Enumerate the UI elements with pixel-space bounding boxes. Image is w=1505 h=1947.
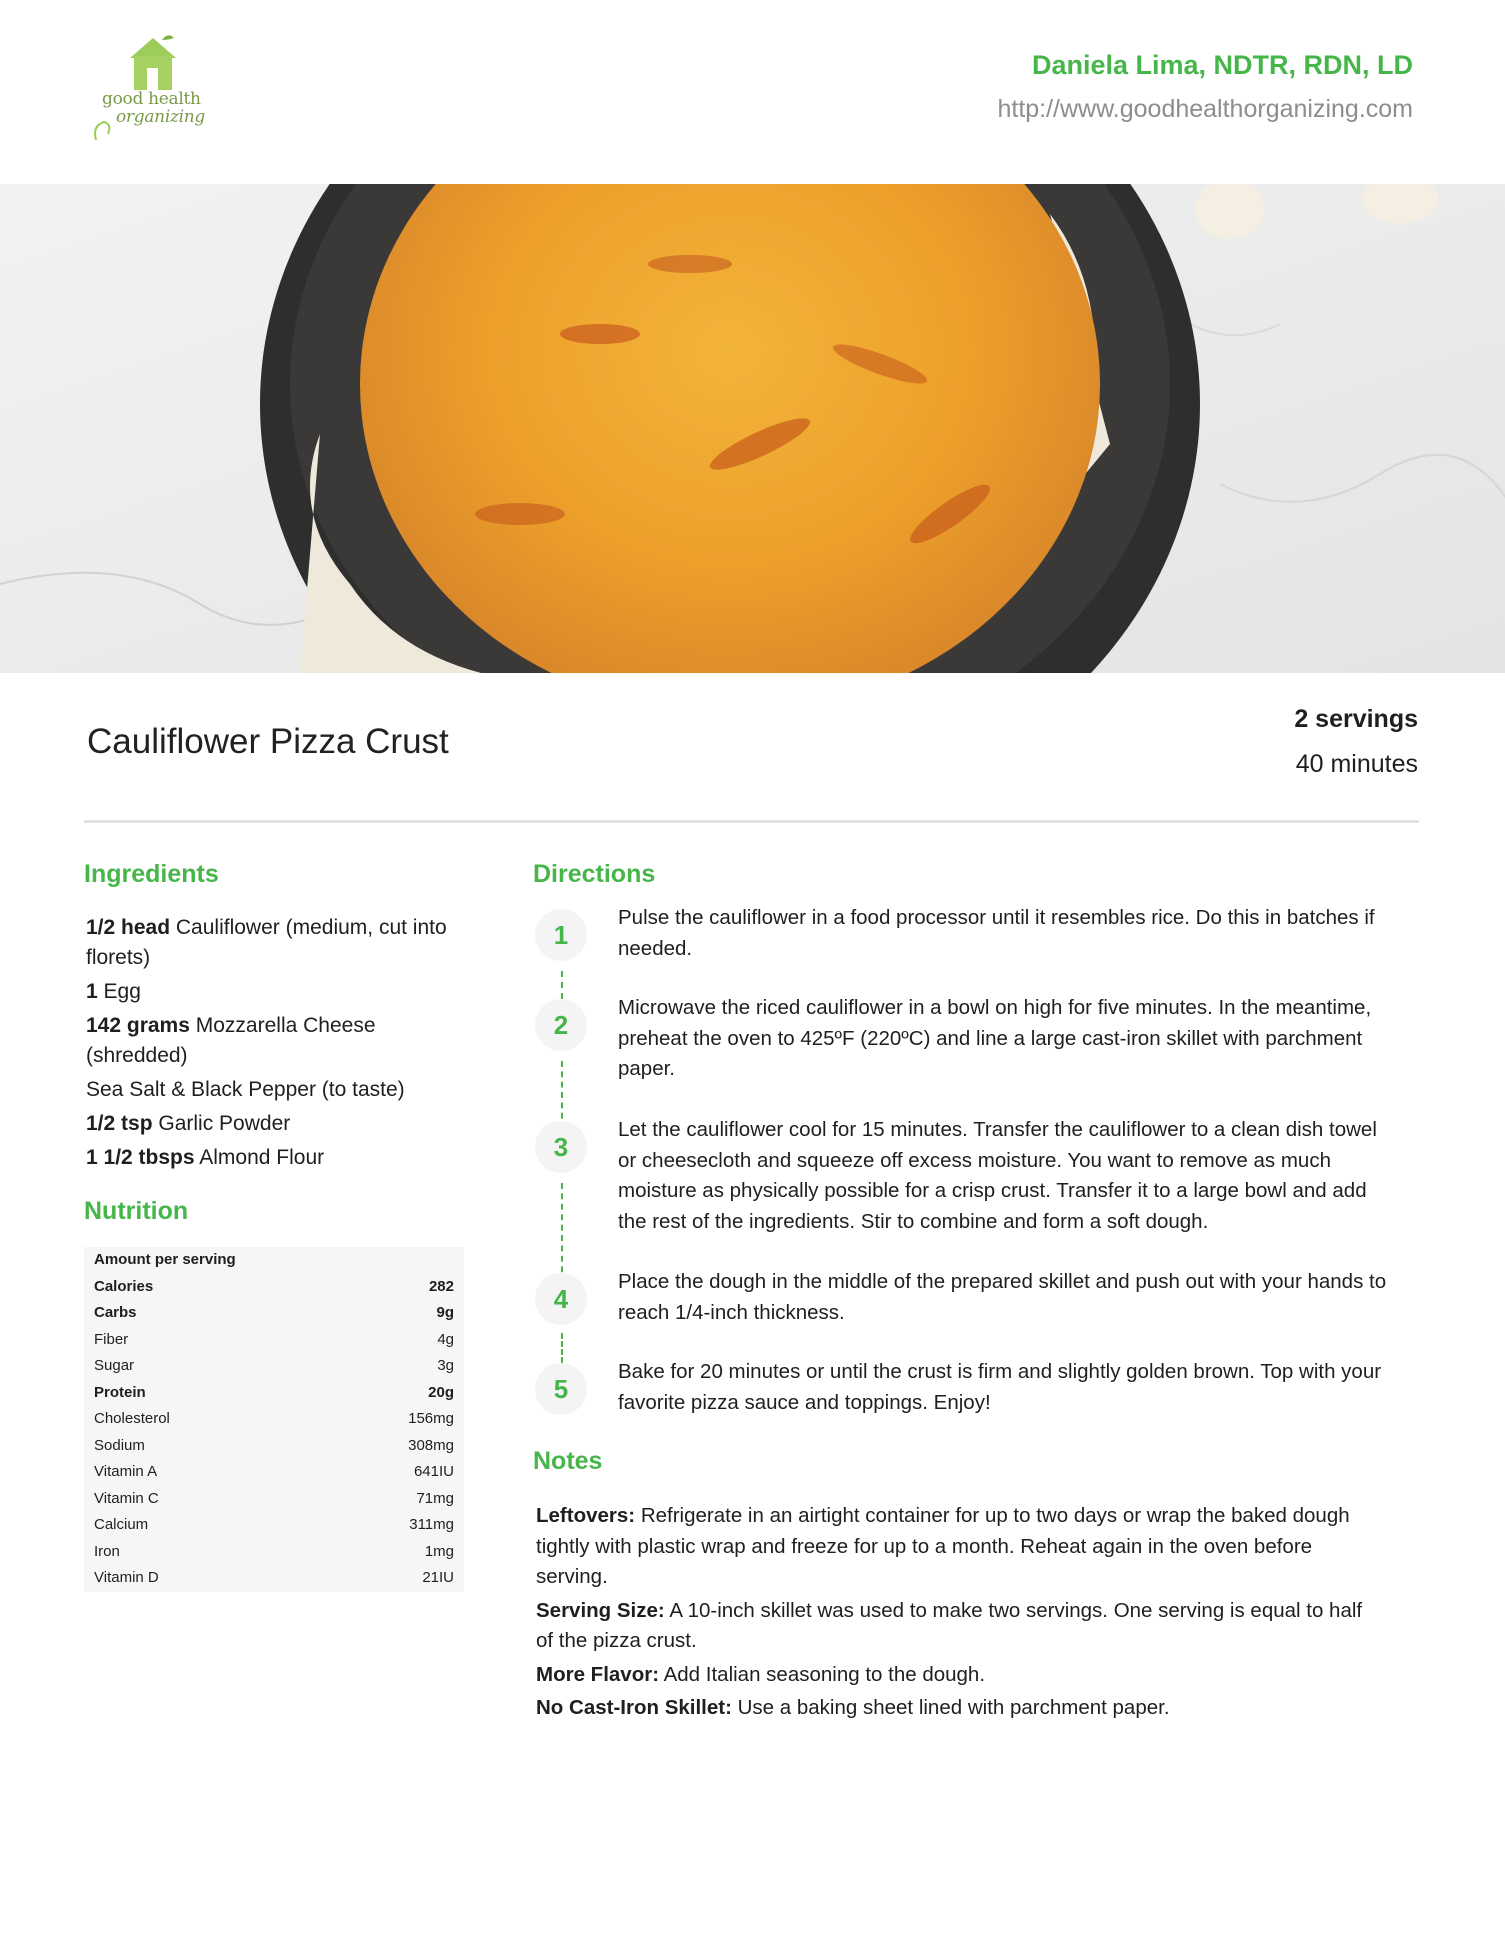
nutrition-row — [84, 1353, 464, 1380]
nutrient-value: 9g — [436, 1304, 454, 1321]
hero-image — [0, 184, 1505, 673]
ingredient-qty: 1/2 head — [86, 916, 171, 939]
nutrition-row — [84, 1327, 464, 1354]
nutrient-value: 282 — [428, 1277, 454, 1295]
nutrient-label: Iron — [94, 1542, 120, 1560]
step-connector — [561, 1333, 563, 1363]
nutrient-label: Vitamin A — [94, 1463, 158, 1480]
nutrition-table — [84, 1247, 464, 1592]
nutrient-label: Calcium — [94, 1516, 149, 1533]
ingredient-qty: 142 grams — [86, 1014, 190, 1037]
nutrient-label: Vitamin C — [94, 1489, 159, 1507]
step-number: 3 — [535, 1121, 587, 1173]
nutrition-row — [84, 1433, 464, 1460]
ingredient-text: Garlic Powder — [158, 1112, 291, 1135]
nutrition-row — [84, 1459, 464, 1486]
nutrient-value: 1mg — [424, 1542, 454, 1560]
step-number: 1 — [535, 909, 587, 961]
ingredient-item — [86, 913, 476, 973]
nutrient-value: 641IU — [413, 1463, 454, 1480]
nutrient-value: 71mg — [416, 1489, 454, 1507]
nutrient-label: Sugar — [94, 1357, 135, 1374]
notes-heading: Notes — [533, 1447, 603, 1475]
nutrition-row — [84, 1406, 464, 1433]
nutrient-value: 21IU — [422, 1569, 454, 1586]
ingredient-text: Sea Salt & Black Pepper (to taste) — [86, 1078, 405, 1101]
note-label: Leftovers: — [536, 1504, 636, 1527]
ingredient-text: Mozzarella Cheese (shredded) — [86, 1014, 376, 1067]
nutrient-value: 156mg — [408, 1410, 454, 1427]
ingredient-item — [86, 1109, 476, 1139]
directions-heading: Directions — [533, 860, 656, 888]
ingredient-item — [86, 977, 476, 1007]
note-text: Add Italian seasoning to the dough. — [663, 1662, 986, 1686]
logo-line-1: good health — [102, 89, 201, 109]
step-text: Bake for 20 minutes or until the crust is firm and slightly golden brown. Top with your favorite pizza sauce and toppings. Enjoy! — [618, 1360, 1382, 1414]
nutrition-row — [84, 1486, 464, 1513]
note-text: Refrigerate in an airtight container for up to two days or wrap the baked dough tightly with plastic wrap and freeze for up to a month. Reheat again in the oven before serving. — [536, 1504, 1350, 1588]
logo-text — [102, 90, 205, 126]
step-connector — [561, 1061, 563, 1129]
step-number: 2 — [535, 999, 587, 1051]
nutrient-value: 3g — [437, 1357, 454, 1374]
step-text: Microwave the riced cauliflower in a bowl on high for five minutes. In the meantime, preheat the oven to 425ºF (220ºC) and line a large cast-iron skillet with parchment paper. — [618, 996, 1372, 1080]
total-time: 40 minutes — [1295, 750, 1418, 778]
nutrient-value: 4g — [437, 1330, 454, 1348]
note-label: No Cast-Iron Skillet: — [536, 1696, 732, 1719]
recipe-title: Cauliflower Pizza Crust — [87, 722, 449, 761]
ingredient-qty: 1/2 tsp — [86, 1112, 153, 1135]
nutrition-row — [84, 1300, 464, 1327]
author-block — [997, 50, 1413, 124]
nutrient-label: Sodium — [94, 1436, 145, 1454]
nutrition-row — [84, 1274, 464, 1301]
ingredient-qty: 1 1/2 tbsps — [86, 1146, 195, 1169]
note-label: Serving Size: — [536, 1598, 665, 1622]
step-text: Pulse the cauliflower in a food processor until it resembles rice. Do this in batches if needed. — [618, 906, 1375, 960]
ingredient-item — [86, 1011, 476, 1071]
step-number: 4 — [535, 1273, 587, 1325]
step-text: Place the dough in the middle of the prepared skillet and push out with your hands to reach 1/4-inch thickness. — [618, 1270, 1387, 1324]
nutrient-label: Fiber — [94, 1330, 129, 1348]
pizza-crust-photo — [0, 184, 1505, 673]
step-text: Let the cauliflower cool for 15 minutes. Transfer the cauliflower to a clean dish towel or cheesecloth and squeeze off excess moisture. You want to remove as much moisture as physically possible for a crisp crust. Transfer it to a large bowl and add the rest of the ingredients. Stir to combine and form a soft dough. — [618, 1118, 1377, 1233]
note-item — [536, 1596, 1376, 1657]
nutrient-label: Carbs — [94, 1304, 137, 1321]
ingredients-heading: Ingredients — [84, 860, 219, 888]
ingredient-text: Almond Flour — [199, 1146, 325, 1169]
ingredient-item — [86, 1075, 476, 1105]
ingredient-text: Egg — [103, 980, 141, 1003]
nutrient-label: Protein — [94, 1383, 146, 1401]
notes-list — [536, 1501, 1376, 1727]
nutrient-label: Calories — [94, 1277, 154, 1295]
nutrient-label: Vitamin D — [94, 1569, 159, 1586]
nutrition-row — [84, 1565, 464, 1592]
nutrient-value: 20g — [428, 1383, 454, 1401]
note-label: More Flavor: — [536, 1662, 660, 1686]
logo-line-2: organizing — [116, 107, 205, 127]
nutrition-row — [84, 1247, 464, 1274]
nutrition-row — [84, 1512, 464, 1539]
step-number: 5 — [535, 1363, 587, 1415]
note-text: Use a baking sheet lined with parchment paper. — [737, 1696, 1170, 1719]
nutrition-row — [84, 1539, 464, 1566]
house-icon — [92, 30, 222, 145]
step-connector — [561, 971, 563, 999]
ingredient-text: Cauliflower (medium, cut into florets) — [86, 916, 447, 969]
nutrition-row — [84, 1380, 464, 1407]
note-item — [536, 1660, 1376, 1691]
nutrient-value: 311mg — [409, 1516, 454, 1533]
ingredient-qty: 1 — [86, 980, 98, 1003]
author-name: Daniela Lima, NDTR, RDN, LD — [1031, 50, 1413, 80]
site-logo — [92, 30, 222, 145]
ingredients-list — [86, 913, 476, 1177]
nutrient-label: Amount per serving — [94, 1251, 236, 1268]
note-item — [536, 1501, 1376, 1593]
nutrient-label: Cholesterol — [94, 1410, 170, 1427]
divider — [84, 820, 1419, 823]
servings: 2 servings — [1294, 705, 1418, 733]
note-text: A 10-inch skillet was used to make two servings. One serving is equal to half of the pizza crust. — [536, 1598, 1363, 1652]
author-url[interactable]: http://www.goodhealthorganizing.com — [997, 95, 1413, 123]
nutrition-heading: Nutrition — [84, 1197, 189, 1225]
note-item — [536, 1693, 1376, 1724]
recipe-meta — [1294, 705, 1418, 779]
nutrient-value: 308mg — [408, 1436, 454, 1454]
ingredient-item — [86, 1143, 476, 1173]
